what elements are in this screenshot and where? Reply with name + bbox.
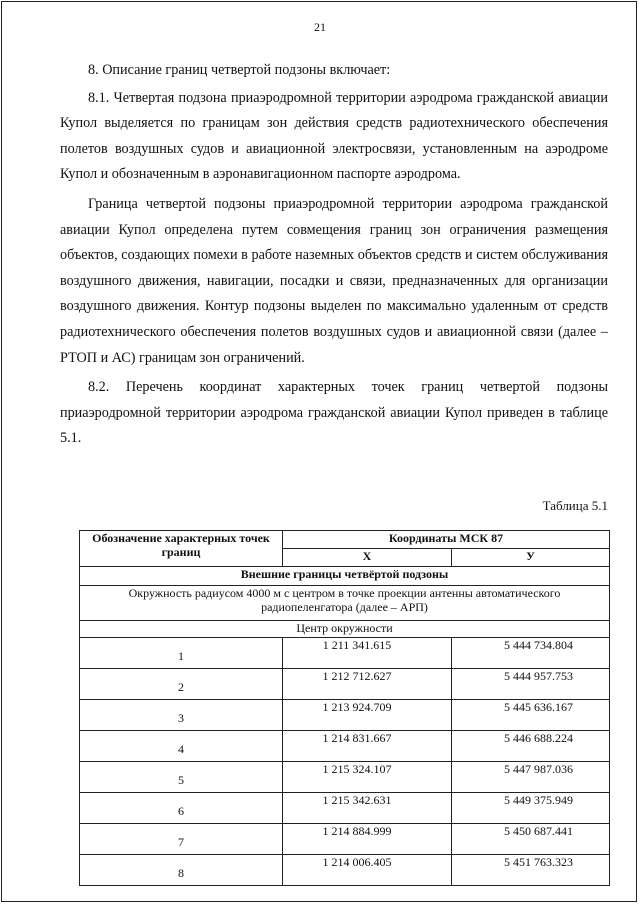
point-number: 2 (80, 669, 283, 700)
point-number: 4 (80, 731, 283, 762)
header-x: X (283, 549, 452, 567)
coord-y: 5 449 375.949 (452, 793, 610, 824)
circle-description: Окружность радиусом 4000 м с центром в точке проекции антенны автоматического радиопеленгатора (далее – АРП) (80, 586, 610, 621)
coord-x: 1 214 006.405 (283, 855, 452, 886)
table-caption: Таблица 5.1 (542, 498, 608, 513)
table-row (80, 700, 610, 731)
center-label: Центр окружности (80, 621, 610, 638)
paragraph-8-1: 8.1. Четвертая подзона приаэродромной территории аэродрома гражданской авиации Купол выделяется по границам зон действия средств радиотехнического обеспечения полетов воздушных судов и авиационной электросвязи, установленным на аэродроме Купол и обозначенным в аэронавигационном паспорте аэродрома. (60, 89, 608, 183)
coord-y: 5 446 688.224 (452, 731, 610, 762)
paragraph-boundary: Граница четвертой подзоны приаэродромной территории аэродрома гражданской авиации Купол определена путем совмещения границ зон ограничения размещения объектов, создающих помехи в работе наземных объектов средств и систем обслуживания воздушного движения, навигации, посадки и связи, предназначенных для организации воздушного движения. Контур подзоны выделен по максимально удаленным от средств радиотехнического обеспечения полетов воздушных судов и авиационной связи (далее – РТОП и АС) границам зон ограничений. (60, 195, 608, 366)
table-row (80, 793, 610, 824)
header-points: Обозначение характерных точек границ (80, 531, 283, 567)
coord-y: 5 444 734.804 (452, 638, 610, 669)
coordinates-table (79, 530, 610, 886)
table-row (80, 731, 610, 762)
coord-x: 1 214 831.667 (283, 731, 452, 762)
point-number: 5 (80, 762, 283, 793)
coord-x: 1 211 341.615 (283, 638, 452, 669)
section-heading: 8. Описание границ четвертой подзоны включает: (88, 62, 391, 78)
table-row (80, 824, 610, 855)
table-row (80, 669, 610, 700)
paragraph-8-2: 8.2. Перечень координат характерных точек границ четвертой подзоны приаэродромной территории аэродрома гражданской авиации Купол приведен в таблице 5.1. (60, 379, 608, 447)
document-body (60, 58, 608, 452)
page-number: 21 (314, 20, 326, 34)
point-number: 6 (80, 793, 283, 824)
coord-x: 1 215 342.631 (283, 793, 452, 824)
coord-x: 1 215 324.107 (283, 762, 452, 793)
point-number: 1 (80, 638, 283, 669)
coord-y: 5 451 763.323 (452, 855, 610, 886)
table-row (80, 638, 610, 669)
section-title: Внешние границы четвёртой подзоны (80, 567, 610, 586)
coord-x: 1 213 924.709 (283, 700, 452, 731)
coord-x: 1 214 884.999 (283, 824, 452, 855)
coord-y: 5 450 687.441 (452, 824, 610, 855)
point-number: 7 (80, 824, 283, 855)
header-y: У (452, 549, 610, 567)
table-row (80, 762, 610, 793)
point-number: 8 (80, 855, 283, 886)
coord-x: 1 212 712.627 (283, 669, 452, 700)
coord-y: 5 445 636.167 (452, 700, 610, 731)
header-coords: Координаты МСК 87 (283, 531, 610, 549)
coord-y: 5 444 957.753 (452, 669, 610, 700)
point-number: 3 (80, 700, 283, 731)
coord-y: 5 447 987.036 (452, 762, 610, 793)
table-row (80, 855, 610, 886)
